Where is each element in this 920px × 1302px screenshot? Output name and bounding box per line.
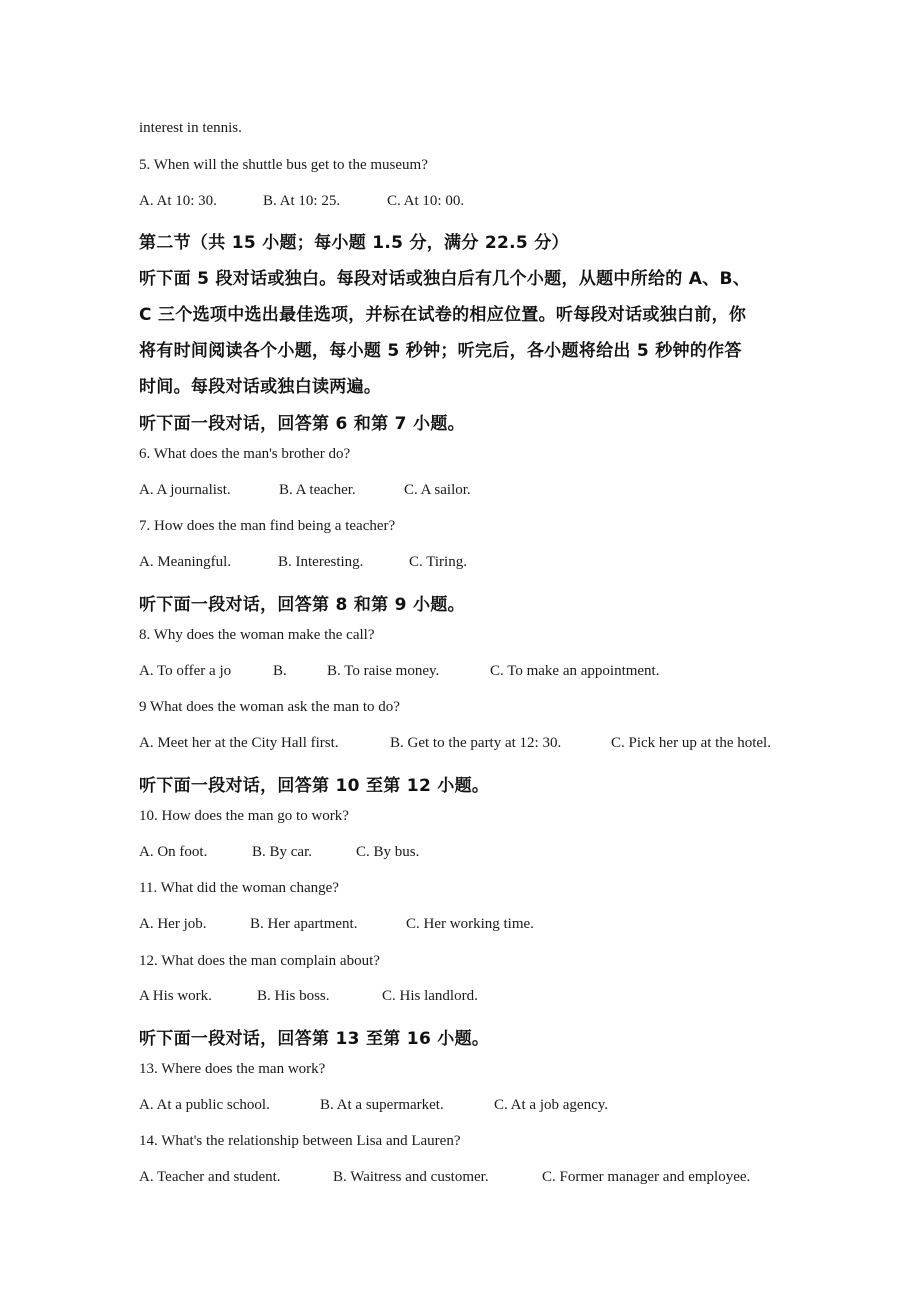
- option-c: C. Pick her up at the hotel.: [611, 735, 771, 751]
- option-c: C. By bus.: [356, 844, 420, 860]
- question-12: 12. What does the man complain about?: [139, 953, 380, 969]
- option-a: A. At 10: 30.: [139, 193, 217, 209]
- question-9-options: [139, 735, 771, 752]
- question-6-options: [139, 482, 471, 499]
- option-b: B. Waitress and customer.: [333, 1169, 489, 1185]
- option-a: A. On foot.: [139, 844, 208, 860]
- option-c: C. Former manager and employee.: [542, 1169, 751, 1185]
- option-b: B. His boss.: [257, 988, 330, 1004]
- question-6: 6. What does the man's brother do?: [139, 446, 351, 462]
- option-b: B. Her apartment.: [250, 916, 358, 932]
- option-a: A. Meaningful.: [139, 554, 232, 570]
- dialogue-heading-10-12: 听下面一段对话，回答第 10 至第 12 小题。: [139, 776, 490, 796]
- question-11-options: [139, 916, 534, 933]
- question-5-options: [139, 193, 465, 210]
- dialogue-heading-6-7: 听下面一段对话，回答第 6 和第 7 小题。: [139, 414, 465, 434]
- option-c: C. Her working time.: [406, 916, 534, 932]
- question-14: 14. What's the relationship between Lisa and Lauren?: [139, 1133, 461, 1149]
- option-b: B. Interesting.: [278, 554, 364, 570]
- option-a: A. At a public school.: [139, 1097, 270, 1113]
- question-9: 9 What does the woman ask the man to do?: [139, 699, 400, 715]
- question-13: 13. Where does the man work?: [139, 1061, 326, 1077]
- option-a: A. A journalist.: [139, 482, 231, 498]
- option-a: A His work.: [139, 988, 212, 1004]
- question-11: 11. What did the woman change?: [139, 880, 339, 896]
- instruction-line-3: 将有时间阅读各个小题，每小题 5 秒钟；听完后，各小题将给出 5 秒钟的作答: [139, 341, 742, 361]
- question-12-options: [139, 988, 478, 1005]
- question-8-options: [139, 663, 660, 680]
- option-a: A. Her job.: [139, 916, 207, 932]
- question-5: 5. When will the shuttle bus get to the museum?: [139, 157, 428, 173]
- option-c: C. At 10: 00.: [387, 193, 465, 209]
- option-b: B. At a supermarket.: [320, 1097, 444, 1113]
- instruction-line-4: 时间。每段对话或独白读两遍。: [139, 377, 382, 397]
- option-b: B. Get to the party at 12: 30.: [390, 735, 562, 751]
- question-13-options: [139, 1097, 609, 1114]
- option-c: C. His landlord.: [382, 988, 478, 1004]
- question-7-options: [139, 554, 467, 571]
- question-8: 8. Why does the woman make the call?: [139, 627, 375, 643]
- instruction-line-1: 听下面 5 段对话或独白。每段对话或独白后有几个小题，从题中所给的 A、B、: [139, 269, 751, 289]
- option-b: B. To raise money.: [327, 663, 440, 679]
- option-a: A. Teacher and student.: [139, 1169, 281, 1185]
- dialogue-heading-8-9: 听下面一段对话，回答第 8 和第 9 小题。: [139, 595, 465, 615]
- section-heading: 第二节（共 15 小题；每小题 1.5 分，满分 22.5 分）: [139, 233, 569, 253]
- option-c: C. A sailor.: [404, 482, 471, 498]
- option-b: B. By car.: [252, 844, 312, 860]
- option-c: C. Tiring.: [409, 554, 467, 570]
- question-7: 7. How does the man find being a teacher?: [139, 518, 396, 534]
- option-stray-b: B.: [273, 663, 287, 679]
- option-a: A. To offer a jo: [139, 663, 232, 679]
- option-c: C. At a job agency.: [494, 1097, 609, 1113]
- dialogue-heading-13-16: 听下面一段对话，回答第 13 至第 16 小题。: [139, 1029, 490, 1049]
- option-c: C. To make an appointment.: [490, 663, 660, 679]
- option-b: B. At 10: 25.: [263, 193, 341, 209]
- question-10-options: [139, 844, 420, 861]
- option-b: B. A teacher.: [279, 482, 356, 498]
- continuation-text: interest in tennis.: [139, 120, 242, 136]
- question-10: 10. How does the man go to work?: [139, 808, 349, 824]
- option-a: A. Meet her at the City Hall first.: [139, 735, 339, 751]
- instruction-line-2: C 三个选项中选出最佳选项，并标在试卷的相应位置。听每段对话或独白前，你: [139, 305, 747, 325]
- question-14-options: [139, 1169, 751, 1186]
